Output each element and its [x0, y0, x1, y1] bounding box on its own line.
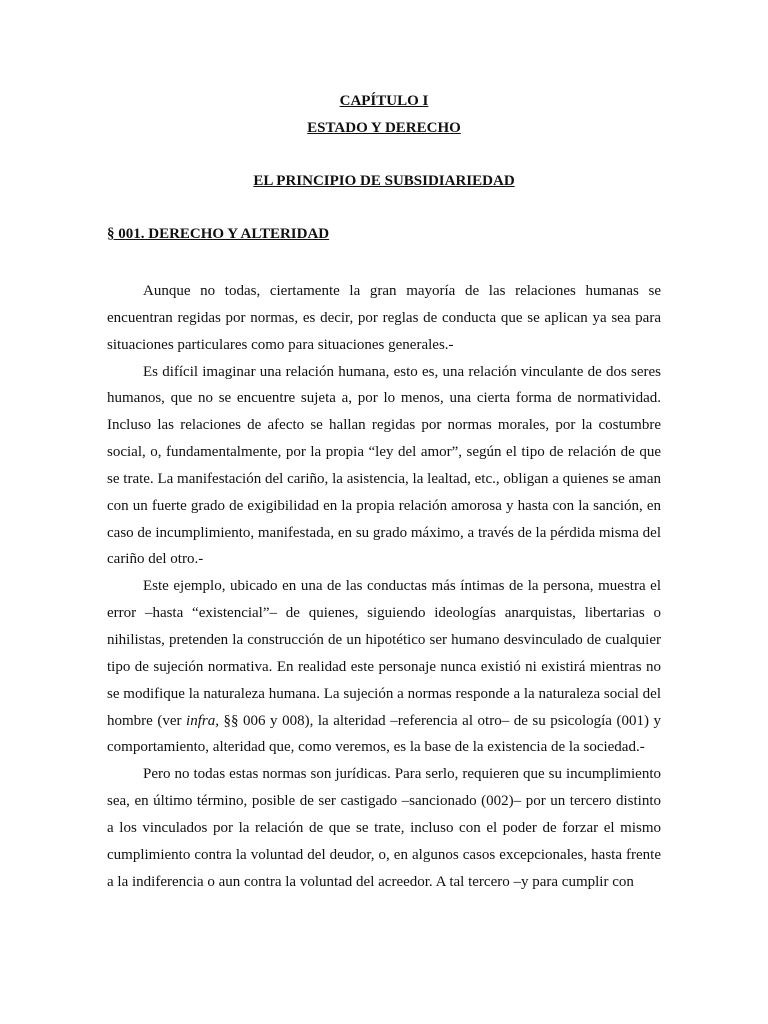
body-text	[107, 278, 661, 895]
infra-emphasis: infra	[186, 712, 216, 729]
paragraph-3-part-b: , §§ 006 y 008), la alteridad –referencia al otro– de su psicología (001) y comportamiento, alteridad que, como veremos, es la base de la existencia de la sociedad.-	[107, 712, 661, 756]
paragraph-2: Es difícil imaginar una relación humana, esto es, una relación vinculante de dos seres humanos, que no se encuentre sujeta a, por lo menos, una cierta forma de normatividad. Incluso las relaciones de afecto se hallan regidas por normas morales, por la costumbre social, o, fundamentalmente, por la propia “ley del amor”, según el tipo de relación de que se trate. La manifestación del cariño, la asistencia, la lealtad, etc., obligan a quienes se aman con un fuerte grado de exigibilidad en la propia relación amorosa y hasta con la sanción, en caso de incumplimiento, manifestada, en su grado máximo, a través de la pérdida misma del cariño del otro.-	[107, 363, 661, 568]
chapter-heading: CAPÍTULO I	[339, 93, 429, 109]
paragraph-3	[107, 573, 661, 761]
paragraph-4: Pero no todas estas normas son jurídicas. Para serlo, requieren que su incumplimiento sea, en último término, posible de ser castigado –sancionado (002)– por un tercero distinto a los vinculados por la relación de que se trate, incluso con el poder de forzar el mismo cumplimiento contra la voluntad del deudor, o, en algunos casos excepcionales, hasta frente a la indiferencia o aun contra la voluntad del acreedor. A tal tercero –y para cumplir con	[107, 766, 661, 890]
paragraph-3-part-a: Este ejemplo, ubicado en una de las conductas más íntimas de la persona, muestra el error –hasta “existencial”– de quienes, siguiendo ideologías anarquistas, libertarias o nihilistas, pretenden la construcción de un hipotético ser humano desvinculado de cualquier tipo de sujeción normativa. En realidad este personaje nunca existió ni existirá mientras no se modifique la naturaleza humana. La sujeción a normas responde a la naturaleza social del hombre (ver	[107, 578, 661, 729]
paragraph-1: Aunque no todas, ciertamente la gran mayoría de las relaciones humanas se encuentran regidas por normas, es decir, por reglas de conducta que se aplican ya sea para situaciones particulares como para situaciones generales.-	[107, 283, 661, 353]
chapter-title: ESTADO Y DERECHO	[307, 120, 461, 136]
section-heading: § 001. DERECHO Y ALTERIDAD	[107, 226, 330, 242]
principle-heading: EL PRINCIPIO DE SUBSIDIARIEDAD	[253, 173, 515, 189]
